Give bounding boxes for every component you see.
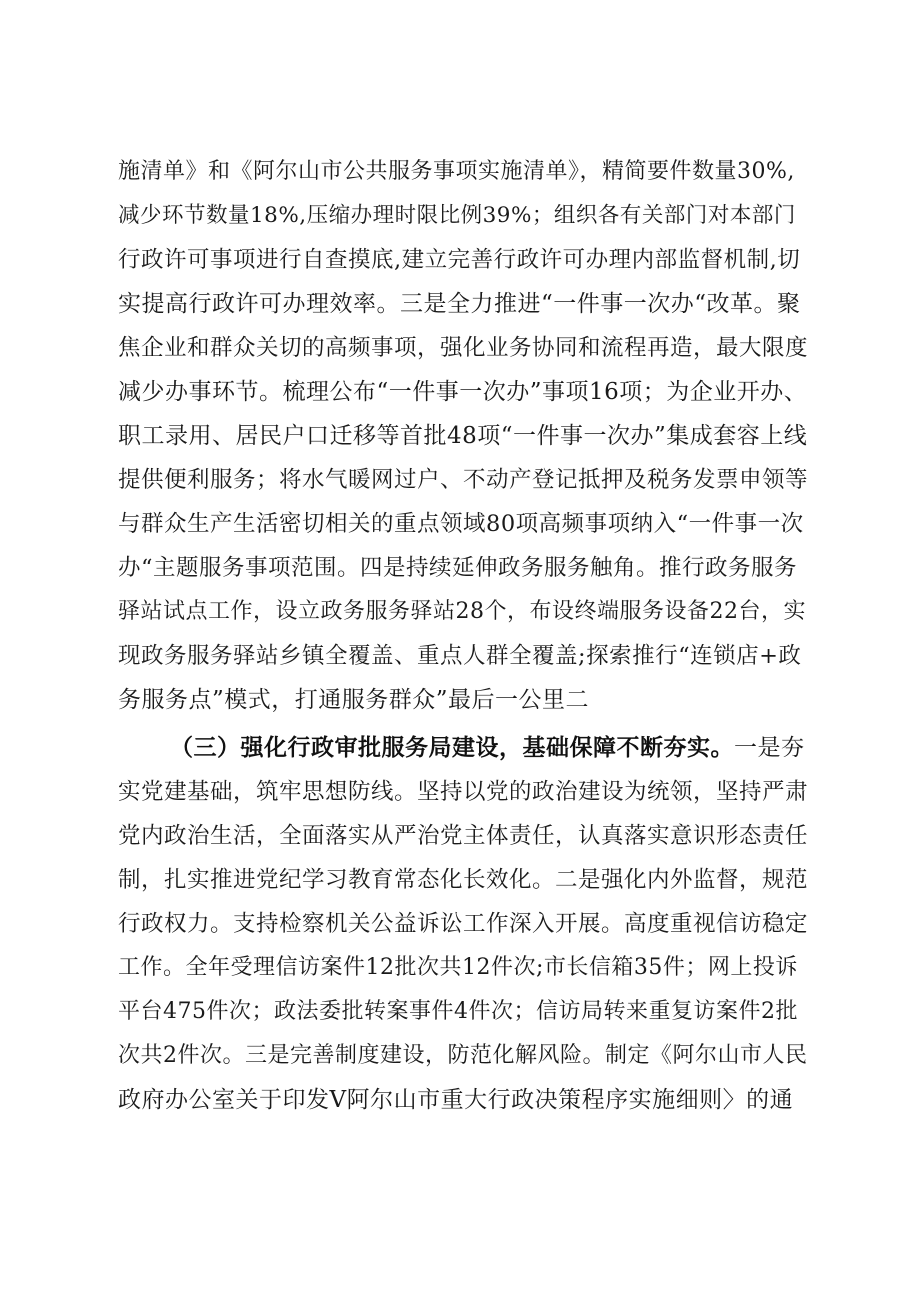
paragraph-2-first-line-rest: 一是夯 [734, 735, 805, 761]
paragraph-2-line-7: 平台475件次；政法委批转案事件4件次；信访局转来重复访案件2批 [118, 999, 798, 1024]
paragraph-2-first-line [170, 728, 808, 768]
section-heading: （三）强化行政审批服务局建设，基础保障不断夯实。 [170, 734, 734, 761]
paragraph-1-line-4: 实提高行政许可办理效率。三是全力推进“一件事一次办“改革。聚 [118, 291, 801, 317]
paragraph-2-line-5: 行政权力。支持检察机关公益诉讼工作深入开展。高度重视信访稳定 [118, 911, 809, 937]
paragraph-1-line-8: 提供便利服务；将水气暖网过户、不动产登记抵押及税务发票申领等 [118, 467, 809, 493]
paragraph-1-line-11: 驿站试点工作，设立政务服务驿站28个，布设终端服务设备22台，实 [118, 599, 806, 624]
paragraph-2-line-4: 制，扎实推进党纪学习教育常态化长效化。二是强化内外监督，规范 [118, 867, 809, 893]
paragraph-1-line-13: 务服务点”模式，打通服务群众”最后一公里二 [118, 687, 590, 713]
paragraph-1-line-1: 施清单》和《阿尔山市公共服务事项实施清单》，精简要件数量30%, [118, 159, 795, 184]
paragraph-1-line-3: 行政许可事项进行自查摸底,建立完善行政许可办理内部监督机制,切 [118, 247, 801, 273]
paragraph-1-line-12: 现政务服务驿站乡镇全覆盖、重点人群全覆盖;探索推行“连锁店+政 [118, 643, 802, 669]
paragraph-1-line-2: 减少环节数量18%,压缩办理时限比例39%；组织各有关部门对本部门 [118, 203, 796, 228]
paragraph-2-line-9: 政府办公室关于印发V阿尔山市重大行政决策程序实施细则〉的通 [118, 1087, 794, 1113]
paragraph-1-line-10: 办“主题服务事项范围。四是持续延伸政务服务触角。推行政务服务 [118, 555, 798, 581]
paragraph-2-line-3: 党内政治生活，全面落实从严治党主体责任，认真落实意识形态责任 [118, 823, 809, 849]
paragraph-1-line-5: 焦企业和群众关切的高频事项，强化业务协同和流程再造，最大限度 [118, 335, 809, 361]
paragraph-2-line-2: 实党建基础，筑牢思想防线。坚持以党的政治建设为统领，坚持严肃 [118, 779, 809, 805]
paragraph-2-line-8: 次共2件次。三是完善制度建设，防范化解风险。制定《阿尔山市人民 [118, 1043, 808, 1068]
paragraph-1-line-9: 与群众生产生活密切相关的重点领域80项高频事项纳入“一件事一次 [118, 511, 804, 537]
paragraph-2-line-6: 工作。全年受理信访案件12批次共12件次;市长信箱35件；网上投诉 [118, 955, 798, 980]
paragraph-1-line-7: 职工录用、居民户口迁移等首批48项“一件事一次办”集成套容上线 [118, 423, 808, 449]
paragraph-1-line-6: 减少办事环节。梳理公布“一件事一次办”事项16项；为企业开办、 [118, 379, 808, 405]
